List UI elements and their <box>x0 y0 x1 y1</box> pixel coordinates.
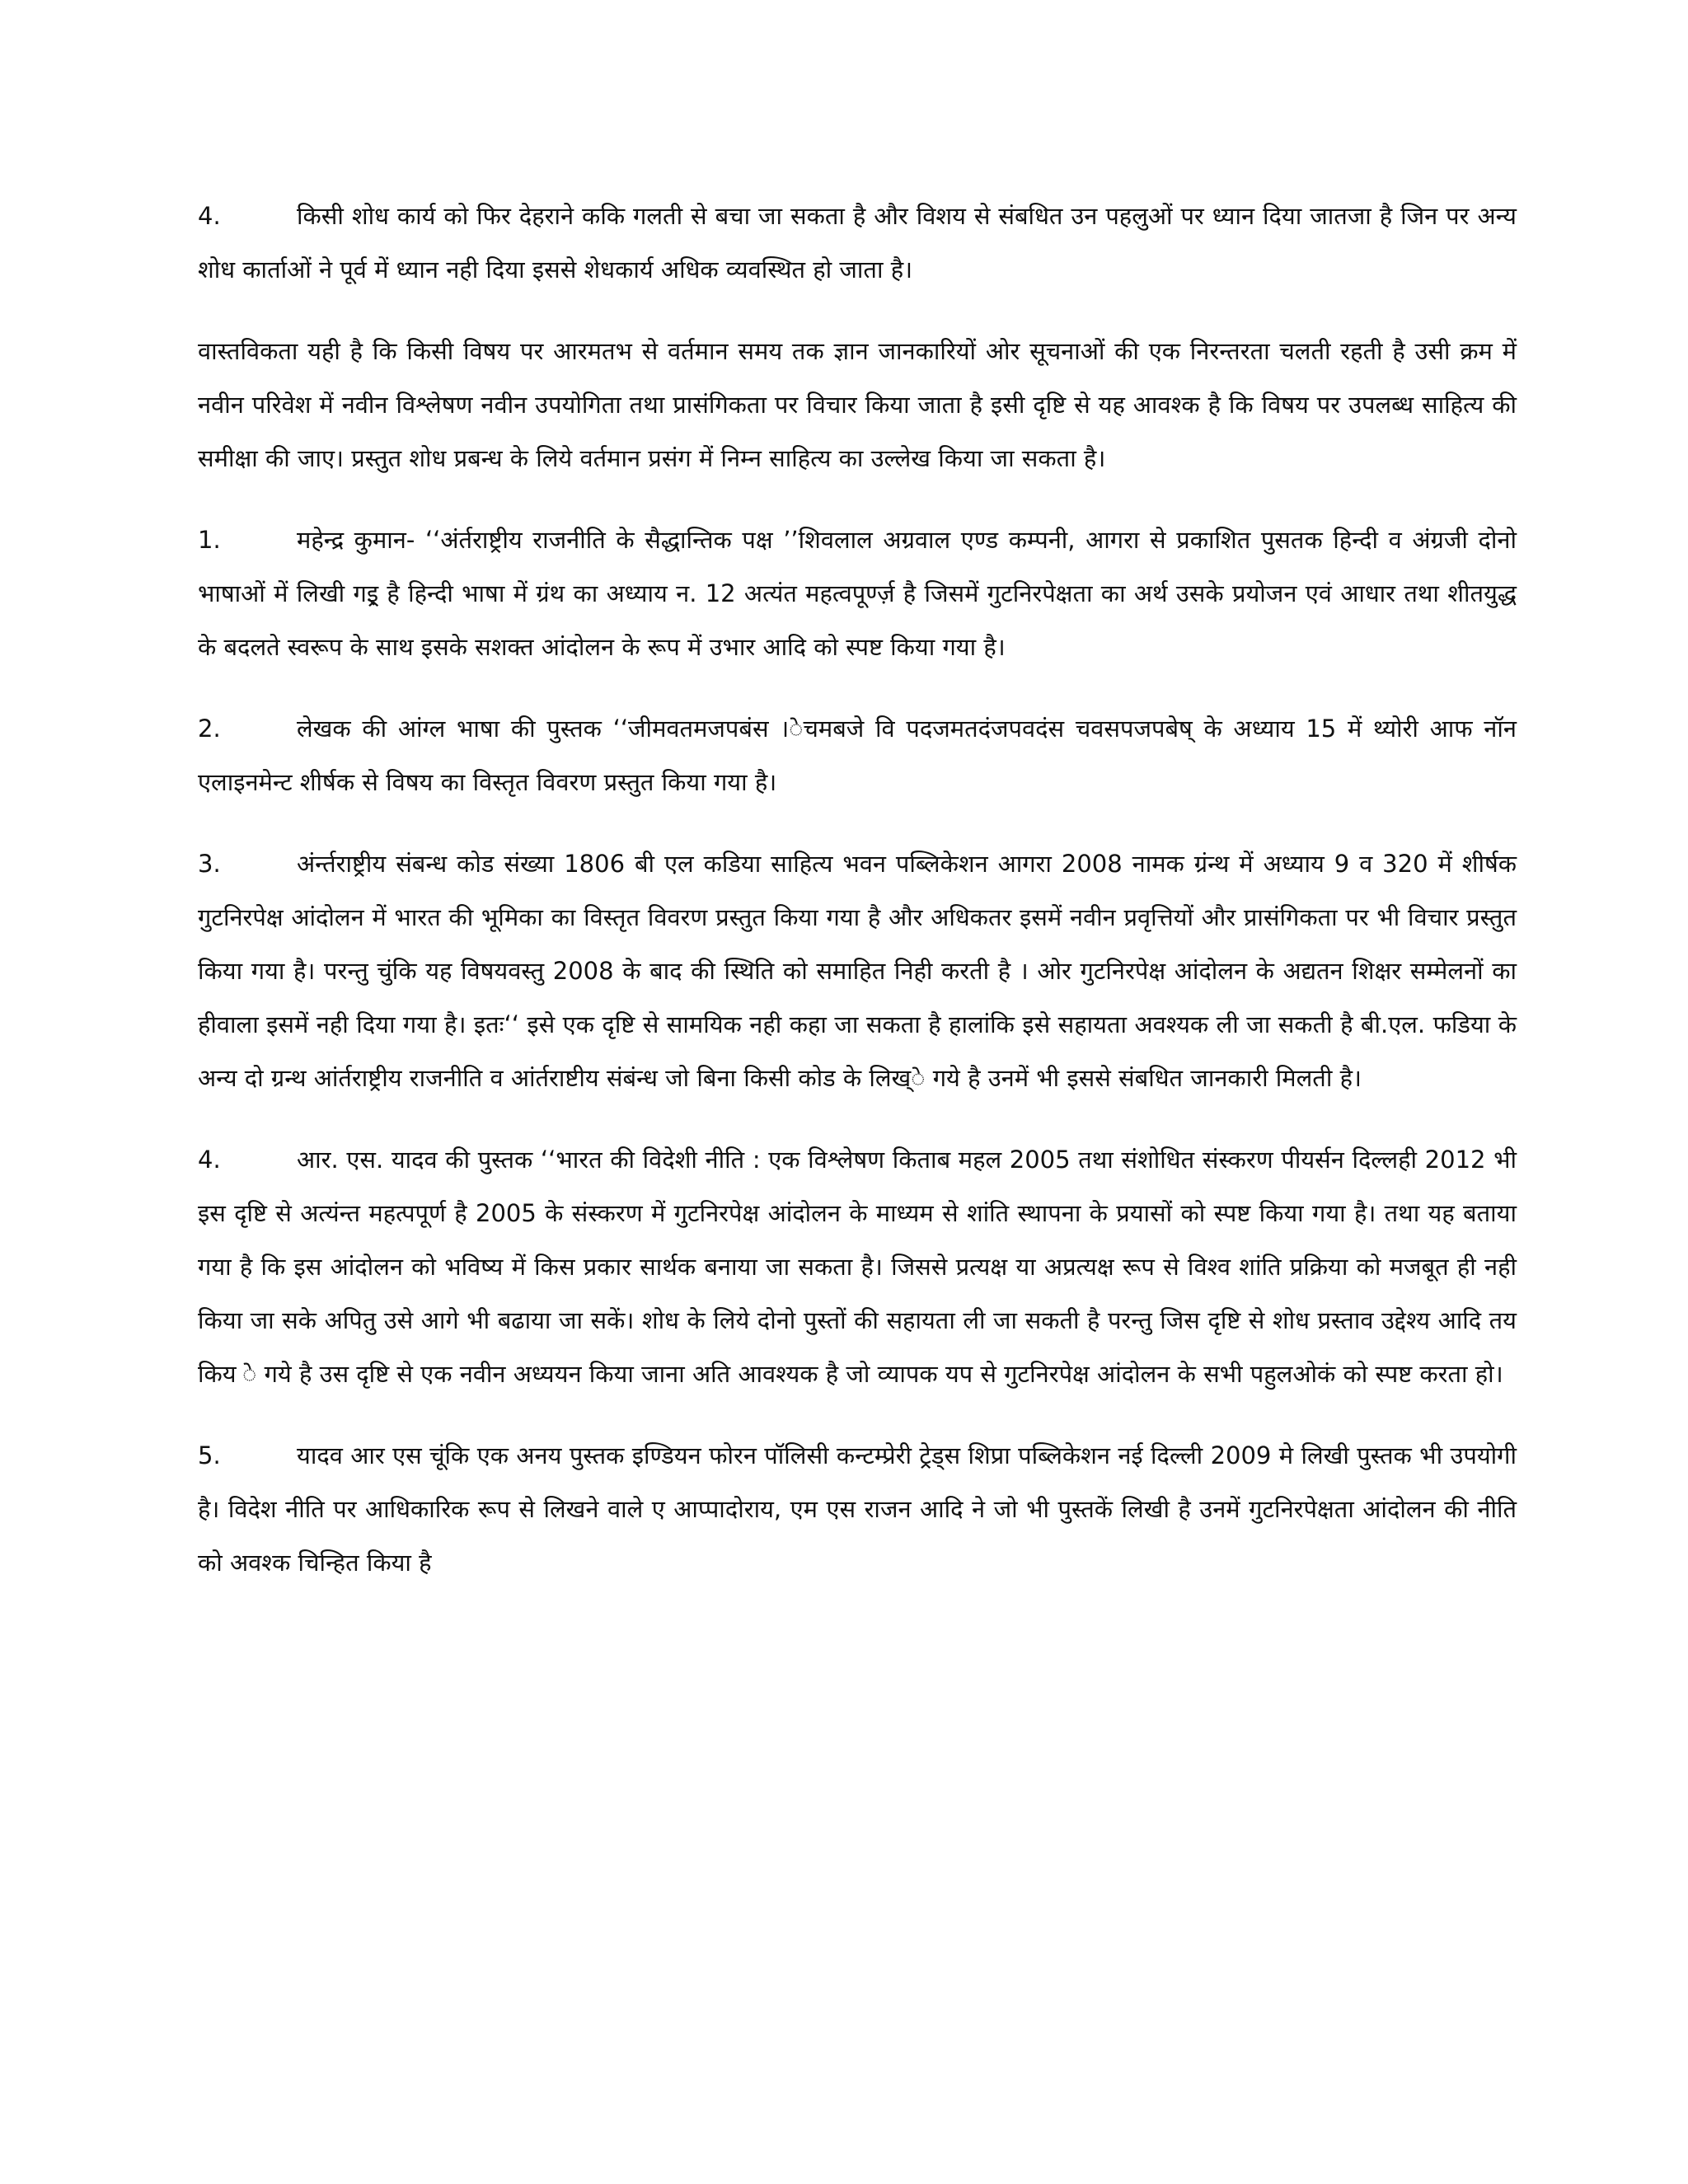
paragraph-number: 2. <box>198 715 221 743</box>
numbered-paragraph <box>198 702 1517 809</box>
paragraph-number: 5. <box>198 1441 221 1469</box>
paragraph-number: 4. <box>198 1146 221 1174</box>
numbered-paragraph <box>198 837 1517 1105</box>
paragraph-number: 3. <box>198 850 221 878</box>
numbered-paragraph <box>198 1429 1517 1590</box>
body-paragraph <box>198 325 1517 485</box>
document-page <box>198 190 1517 1618</box>
paragraph-text: यादव आर एस चूंकि एक अनय पुस्तक इण्डियन फोरन पॉलिसी कन्टम्प्रेरी ट्रेड्स शिप्रा पब्लिकेशन नई दिल्ली 2009 मे लिखी पुस्तक भी उपयोगी है। विदेश नीति पर आधिकारिक रूप से लिखने वाले ए आप्पादोराय, एम एस राजन आदि ने जो भी पुस्तकें लिखी है उनमें गुटनिरपेक्षता आंदोलन की नीति को अवश्क चिन्हित किया है <box>198 1441 1517 1577</box>
paragraph-text: अंर्न्तराष्ट्रीय संबन्ध कोड संख्या 1806 बी एल कडिया साहित्य भवन पब्लिकेशन आगरा 2008 नामक ग्रंन्थ में अध्याय 9 व 320 में शीर्षक गुटनिरपेक्ष आंदोलन में भारत की भूमिका का विस्तृत विवरण प्रस्तुत किया गया है और अधिकतर इसमें नवीन प्रवृत्तियों और प्रासंगिकता पर भी विचार प्रस्तुत किया गया है। परन्तु चुंकि यह विषयवस्तु 2008 के बाद की स्थिति को समाहित निही करती है । ओर गुटनिरपेक्ष आंदोलन के अद्यतन शिक्षर सम्मेलनों का हीवाला इसमें नही दिया गया है। इतः‘‘ इसे एक दृष्टि से सामयिक नही कहा जा सकता है हालांकि इसे सहायता अवश्यक ली जा सकती है बी.एल. फडिया के अन्य दो ग्रन्थ आंर्तराष्ट्रीय राजनीति व आंर्तराष्टीय संबंन्ध जो बिना किसी कोड के लिख्े गये है उनमें भी इससे संबधित जानकारी मिलती है। <box>198 850 1517 1092</box>
paragraph-text: महेन्द्र कुमान- ‘‘अंर्तराष्ट्रीय राजनीति के सैद्धान्तिक पक्ष ’’शिवलाल अग्रवाल एण्ड कम्पनी, आगरा से प्रकाशित पुसतक हिन्दी व अंग्रजी दोनो भाषाओं में लिखी गइ्र है हिन्दी भाषा में ग्रंथ का अध्याय न. 12 अत्यंत महत्वपूर्ण्ज़ है जिसमें गुटनिरपेक्षता का अर्थ उसके प्रयोजन एवं आधार तथा शीतयुद्ध के बदलते स्वरूप के साथ इसके सशक्त आंदोलन के रूप में उभार आदि को स्पष्ट किया गया है। <box>198 526 1517 661</box>
numbered-paragraph <box>198 1133 1517 1401</box>
paragraph-text: आर. एस. यादव की पुस्तक ‘‘भारत की विदेशी नीति : एक विश्लेषण किताब महल 2005 तथा संशोधित संस्करण पीयर्सन दिल्लही 2012 भी इस दृष्टि से अत्यंन्त महत्पपूर्ण है 2005 के संस्करण में गुटनिरपेक्ष आंदोलन के माध्यम से शांति स्थापना के प्रयासों को स्पष्ट किया गया है। तथा यह बताया गया है कि इस आंदोलन को भविष्य में किस प्रकार सार्थक बनाया जा सकता है। जिससे प्रत्यक्ष या अप्रत्यक्ष रूप से विश्व शांति प्रक्रिया को मजबूत ही नही किया जा सके अपितु उसे आगे भी बढाया जा सकें। शोध के लिये दोनो पुस्तों की सहायता ली जा सकती है परन्तु जिस दृष्टि से शोध प्रस्ताव उद्देश्य आदि तय किय े गये है उस दृष्टि से एक नवीन अध्ययन किया जाना अति आवश्यक है जो व्यापक यप से गुटनिरपेक्ष आंदोलन के सभी पहुलओकं को स्पष्ट करता हो। <box>198 1146 1517 1388</box>
numbered-paragraph <box>198 190 1517 297</box>
paragraph-number: 4. <box>198 202 221 230</box>
paragraph-number: 1. <box>198 526 221 554</box>
paragraph-text: किसी शोध कार्य को फिर देहराने ककि गलती से बचा जा सकता है और विशय से संबधित उन पहलुओं पर ध्यान दिया जातजा है जिन पर अन्य शोध कार्ताओं ने पूर्व में ध्यान नही दिया इससे शेधकार्य अधिक व्यवस्थित हो जाता है। <box>198 202 1517 284</box>
paragraph-text: वास्तविकता यही है कि किसी विषय पर आरमतभ से वर्तमान समय तक ज्ञान जानकारियों ओर सूचनाओं की एक निरन्तरता चलती रहती है उसी क्रम में नवीन परिवेश में नवीन विश्लेषण नवीन उपयोगिता तथा प्रासंगिकता पर विचार किया जाता है इसी दृष्टि से यह आवश्क है कि विषय पर उपलब्ध साहित्य की समीक्षा की जाए। प्रस्तुत शोध प्रबन्ध के लिये वर्तमान प्रसंग में निम्न साहित्य का उल्लेख किया जा सकता है। <box>198 337 1517 472</box>
paragraph-text: लेखक की आंग्ल भाषा की पुस्तक ‘‘जीमवतमजपबंस ।ेचमबजे वि पदजमतदंजपवदंस चवसपजपबेष् के अध्याय 15 में थ्योरी आफ नॉन एलाइनमेन्ट शीर्षक से विषय का विस्तृत विवरण प्रस्तुत किया गया है। <box>198 715 1517 796</box>
numbered-paragraph <box>198 513 1517 674</box>
